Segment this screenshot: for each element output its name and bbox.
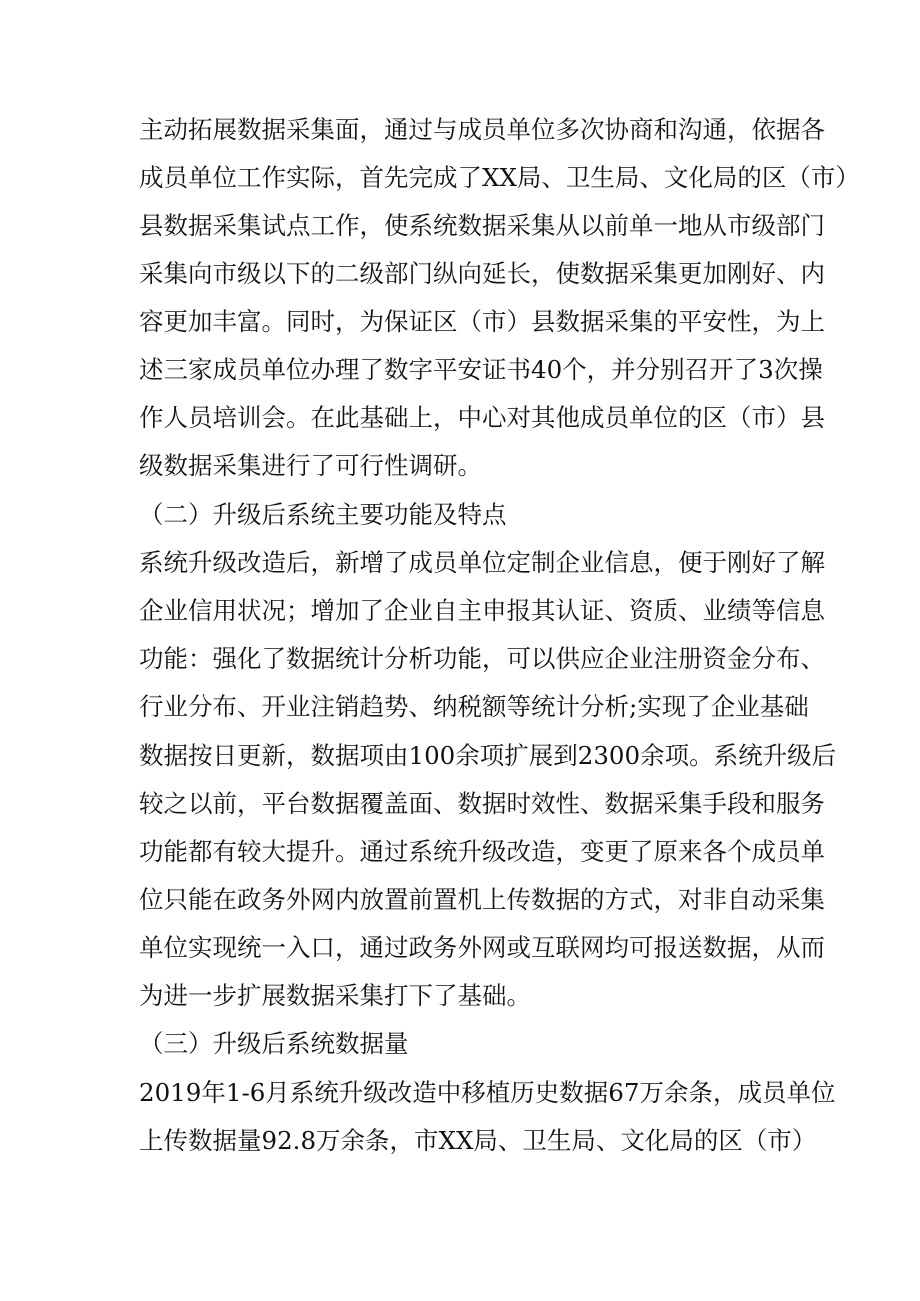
paragraph-1-line-6: 述三家成员单位办理了数字平安证书40个，并分别召开了3次操	[139, 355, 823, 384]
paragraph-1-line-5: 容更加丰富。同时，为保证区（市）县数据采集的平安性，为上	[139, 307, 825, 336]
paragraph-2-line-1: 系统升级改造后，新增了成员单位定制企业信息，便于刚好了解	[139, 548, 825, 577]
paragraph-2-line-8: 位只能在政务外网内放置前置机上传数据的方式，对非自动采集	[139, 885, 825, 914]
section-heading-3: （三）升级后系统数据量	[139, 1029, 409, 1058]
paragraph-1-line-4: 采集向市级以下的二级部门纵向延长，使数据采集更加刚好、内	[139, 259, 825, 288]
paragraph-1-line-8: 级数据采集进行了可行性调研。	[139, 451, 482, 480]
section-heading-2: （二）升级后系统主要功能及特点	[139, 500, 507, 529]
paragraph-1-line-7: 作人员培训会。在此基础上，中心对其他成员单位的区（市）县	[139, 403, 825, 432]
paragraph-2-line-6: 较之以前，平台数据覆盖面、数据时效性、数据采集手段和服务	[139, 789, 825, 818]
paragraph-1-line-1: 主动拓展数据采集面，通过与成员单位多次协商和沟通，依据各	[139, 115, 825, 144]
paragraph-3-line-2: 上传数据量92.8万余条，市XX局、卫生局、文化局的区（市）	[139, 1126, 817, 1155]
paragraph-2-line-7: 功能都有较大提升。通过系统升级改造，变更了原来各个成员单	[139, 837, 825, 866]
paragraph-2-line-9: 单位实现统一入口，通过政务外网或互联网均可报送数据，从而	[139, 933, 825, 962]
paragraph-2-line-3: 功能：强化了数据统计分析功能，可以供应企业注册资金分布、	[139, 644, 825, 673]
paragraph-1-line-3: 县数据采集试点工作，使系统数据采集从以前单一地从市级部门	[139, 211, 825, 240]
paragraph-2-line-10: 为进一步扩展数据采集打下了基础。	[139, 981, 531, 1010]
paragraph-2-line-5: 数据按日更新，数据项由100余项扩展到2300余项。系统升级后	[139, 741, 837, 770]
paragraph-2-line-2: 企业信用状况；增加了企业自主申报其认证、资质、业绩等信息	[139, 596, 825, 625]
paragraph-1-line-2: 成员单位工作实际，首先完成了XX局、卫生局、文化局的区（市）	[139, 163, 860, 192]
paragraph-3-line-1: 2019年1-6月系统升级改造中移植历史数据67万余条，成员单位	[139, 1078, 836, 1107]
paragraph-2-line-4: 行业分布、开业注销趋势、纳税额等统计分析;实现了企业基础	[139, 692, 809, 721]
